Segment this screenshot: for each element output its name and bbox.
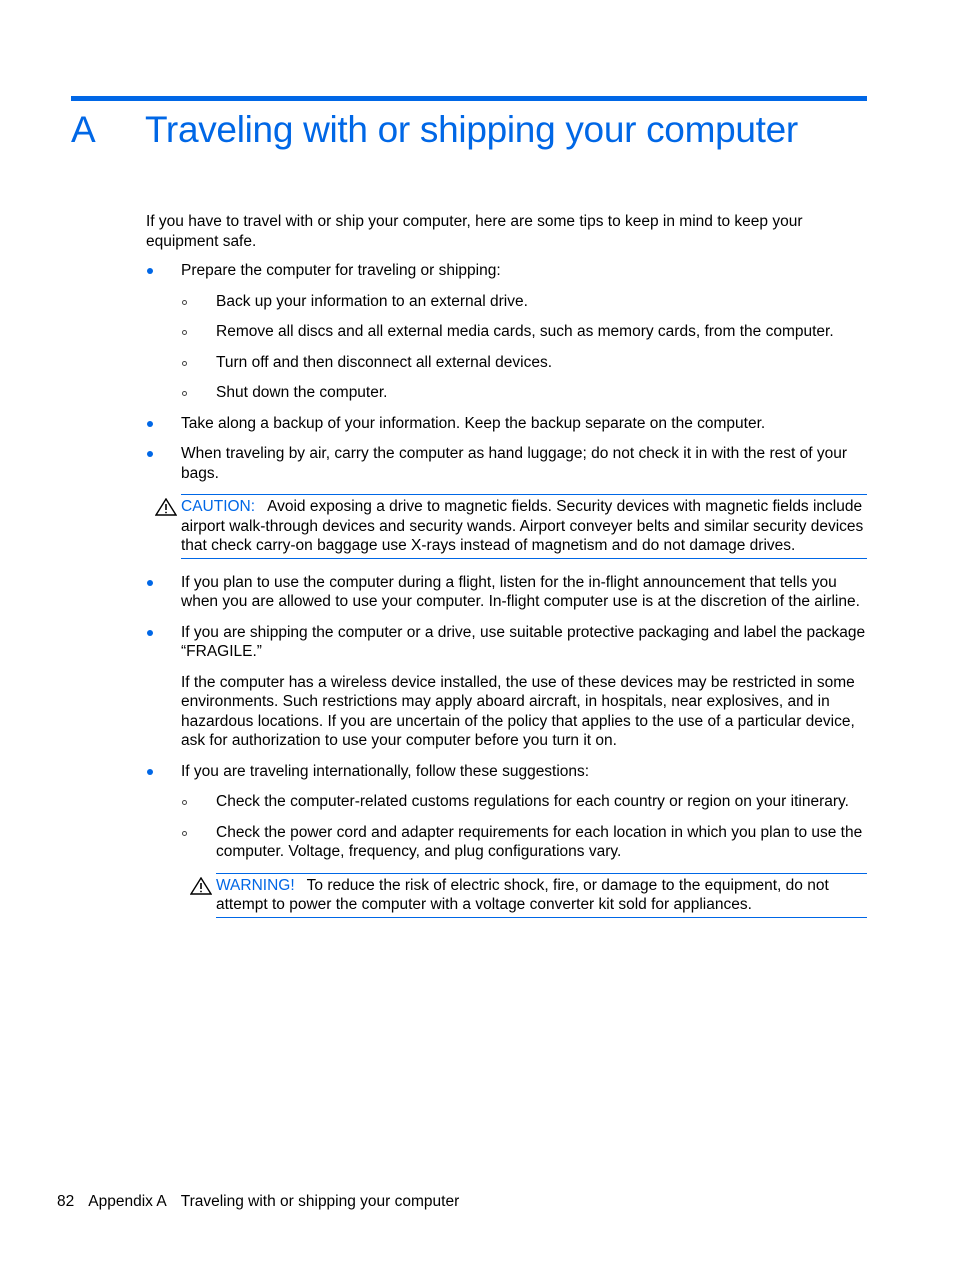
- intro-paragraph: If you have to travel with or ship your computer, here are some tips to keep in mind to keep your equipment safe.: [146, 213, 803, 250]
- chapter-top-rule: [71, 96, 867, 101]
- list-item: If you are traveling internationally, follow these suggestions:: [146, 762, 867, 782]
- chapter-heading: [71, 106, 871, 154]
- page-body: [146, 212, 867, 932]
- list-item: If you plan to use the computer during a flight, listen for the in-flight announcement that tells you when you are allowed to use your computer. In-flight computer use is at the discretion of the airline.: [146, 573, 867, 612]
- chapter-letter: A: [71, 109, 96, 150]
- list-item-paragraph: If the computer has a wireless device installed, the use of these devices may be restricted in some environments. Such restrictions may apply aboard aircraft, in hospitals, near explosives, and in hazardous locations. If you are uncertain of the policy that applies to the use of a particular device, ask for authorization to use your computer before you turn it on.: [181, 673, 855, 749]
- sub-list-item: Remove all discs and all external media cards, such as memory cards, from the computer.: [146, 322, 867, 342]
- list-item: Take along a backup of your information. Keep the backup separate on the computer.: [146, 414, 867, 434]
- footer-title: Traveling with or shipping your computer: [180, 1193, 460, 1210]
- chapter-title: Traveling with or shipping your computer: [145, 109, 798, 150]
- caution-notice: [181, 494, 867, 559]
- warning-triangle-icon: [190, 877, 212, 895]
- footer-section: Appendix A: [88, 1193, 167, 1210]
- warning-text: To reduce the risk of electric shock, fire, or damage to the equipment, do not attempt to power the computer with a voltage converter kit sold for appliances.: [216, 876, 829, 913]
- list-item: When traveling by air, carry the computer as hand luggage; do not check it in with the rest of your bags.: [146, 444, 867, 483]
- warning-triangle-icon: [155, 498, 177, 516]
- caution-text: Avoid exposing a drive to magnetic fields. Security devices with magnetic fields include airport walk-through devices and security wands. Airport conveyer belts and similar security devices that check carry-on baggage use X-rays instead of magnetism and do not damage drives.: [181, 498, 864, 554]
- sub-list-item: Check the computer-related customs regulations for each country or region on your itinerary.: [146, 792, 867, 812]
- sub-list-item: Shut down the computer.: [146, 383, 867, 403]
- list-item: Prepare the computer for traveling or shipping:: [146, 261, 867, 281]
- page-number: 82: [57, 1193, 75, 1210]
- warning-label: WARNING!: [216, 876, 295, 894]
- page-footer: [57, 1192, 473, 1212]
- sub-list-item: Turn off and then disconnect all external devices.: [146, 353, 867, 373]
- caution-label: CAUTION:: [181, 498, 256, 515]
- sub-list-item: Check the power cord and adapter requirements for each location in which you plan to use the computer. Voltage, frequency, and plug configurations vary.: [146, 823, 867, 862]
- sub-list-item: Back up your information to an external drive.: [146, 292, 867, 312]
- list-item: If you are shipping the computer or a drive, use suitable protective packaging and label the package “FRAGILE.”: [146, 623, 867, 662]
- warning-notice: [216, 873, 867, 918]
